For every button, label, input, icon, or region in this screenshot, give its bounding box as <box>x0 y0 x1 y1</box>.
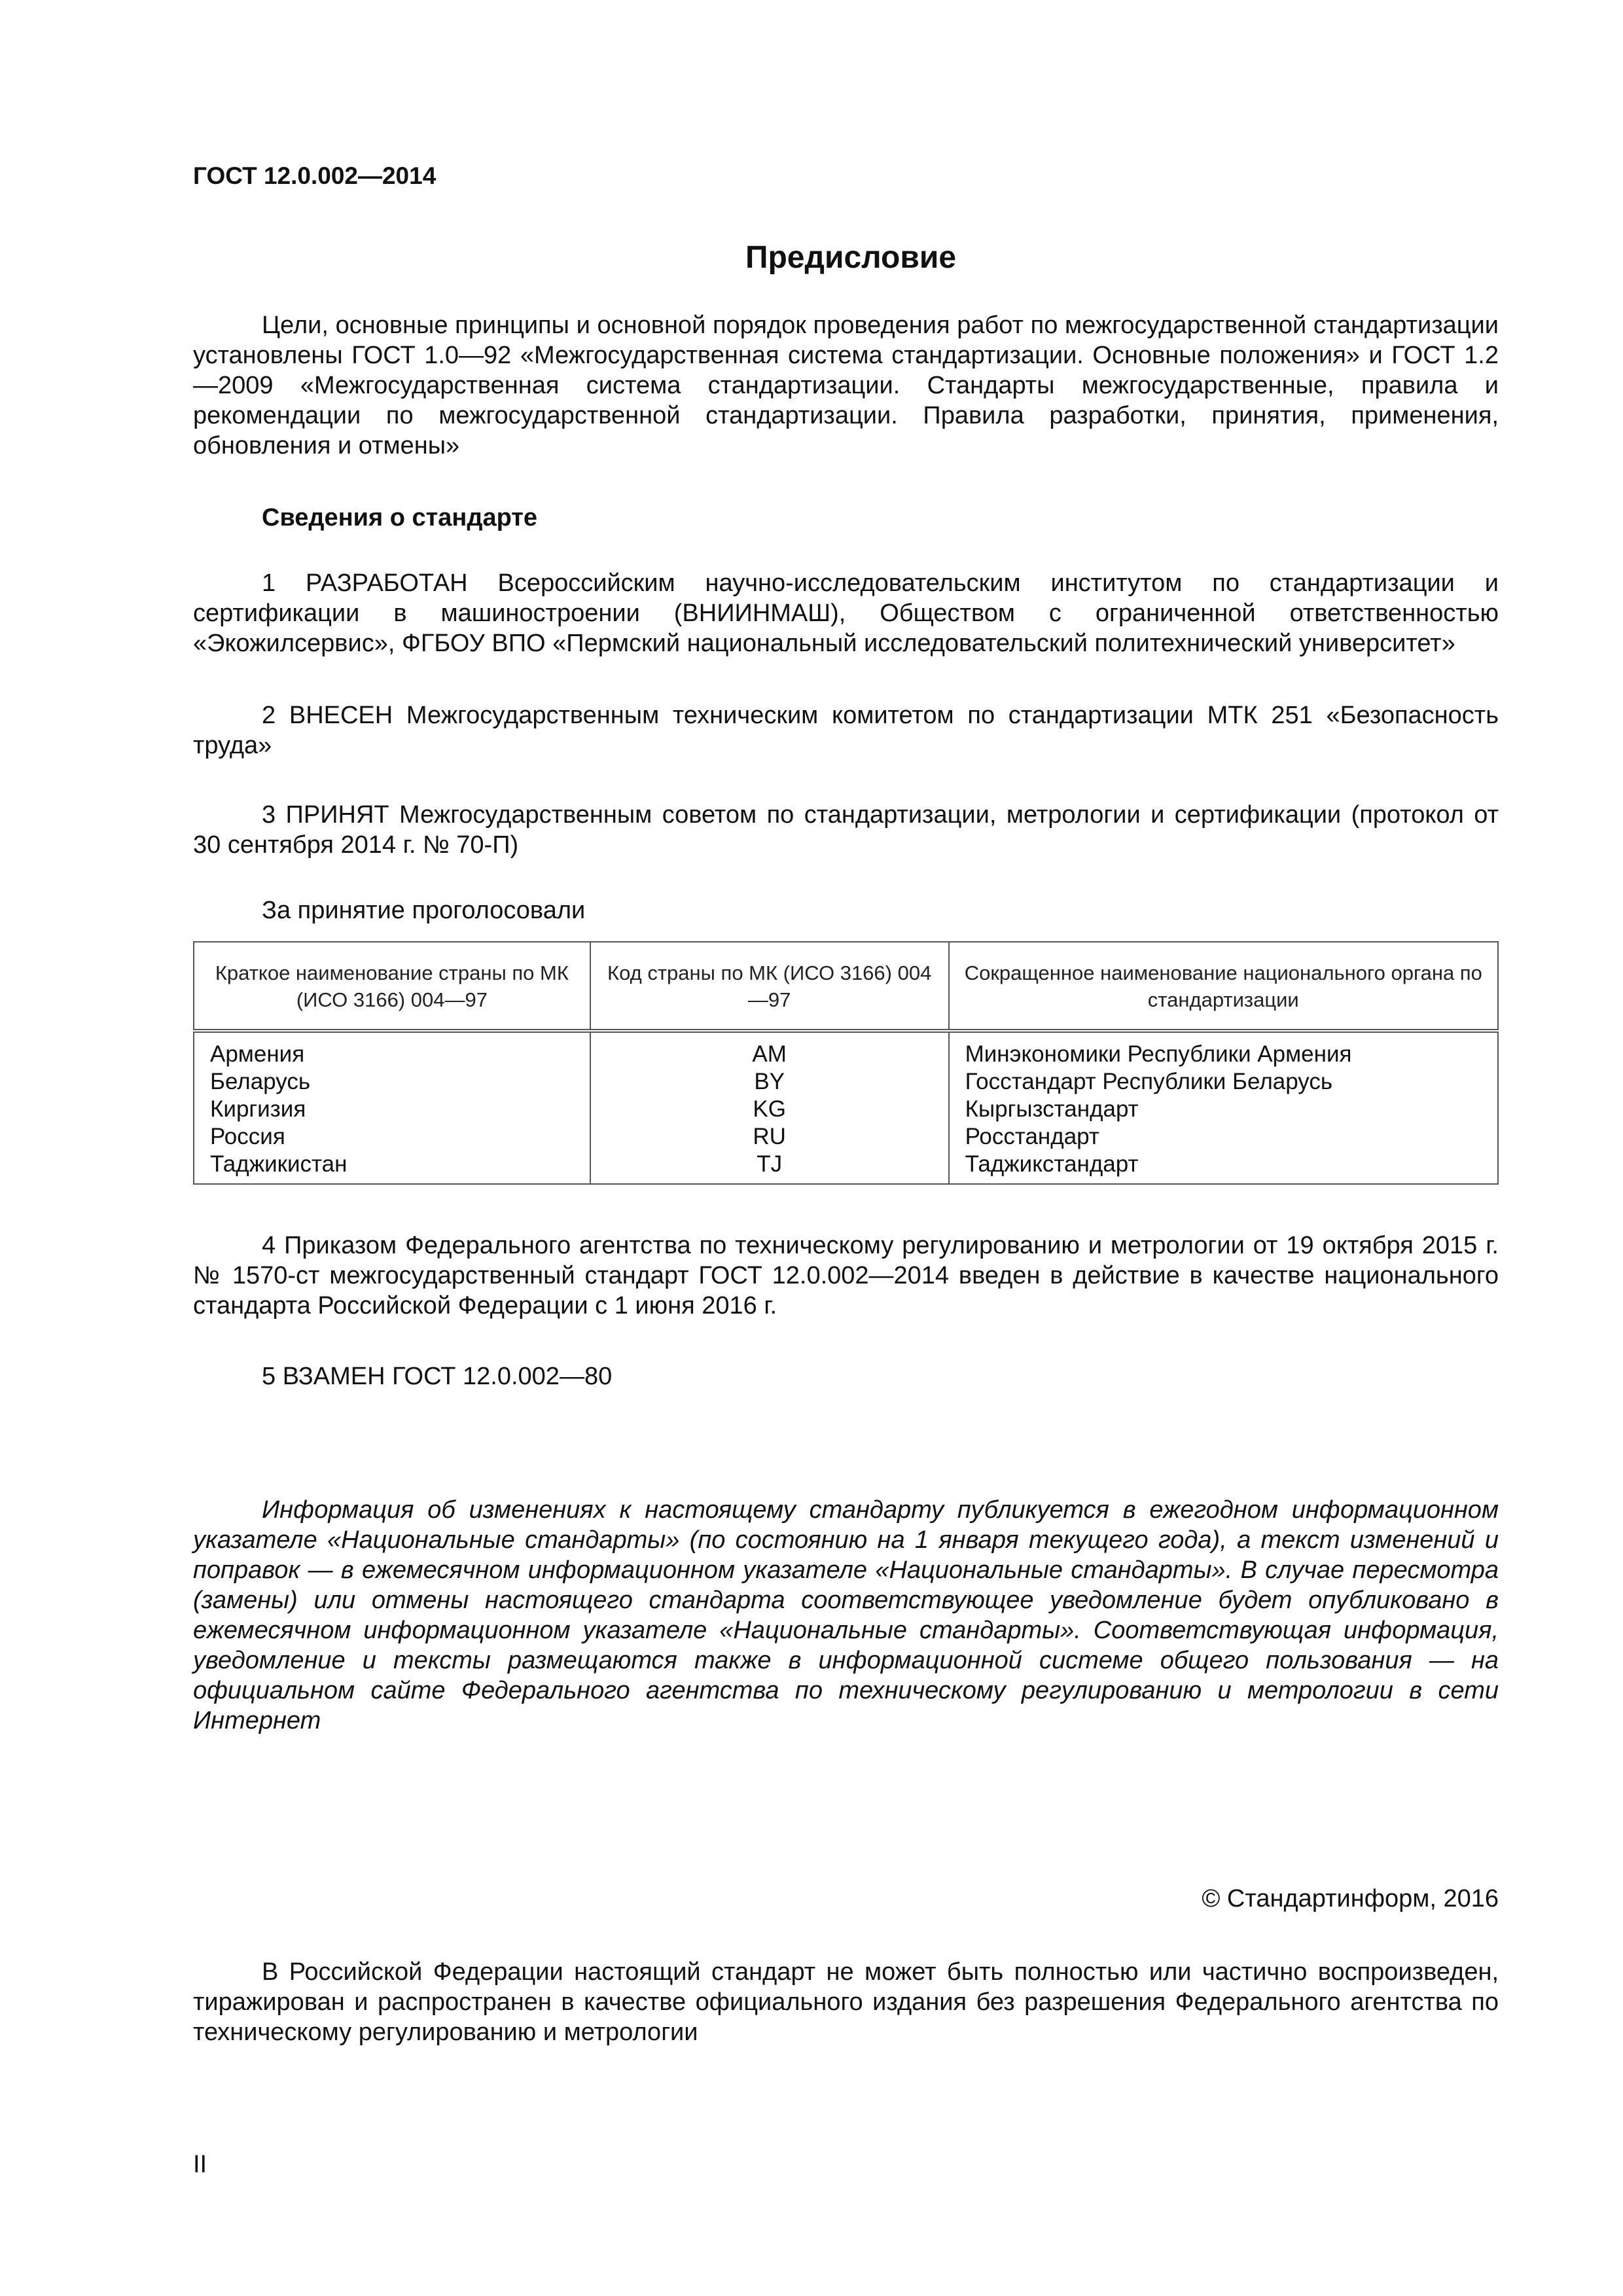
national-body: Таджикстандарт <box>949 1151 1498 1184</box>
item-adopted: 3 ПРИНЯТ Межгосударственным советом по стандартизации, метрологии и сертификации (протокол от 30 сентября 2014 г. № 70-П) <box>193 801 1499 859</box>
document-code: ГОСТ 12.0.002—2014 <box>193 162 437 189</box>
national-body: Госстандарт Республики Беларусь <box>949 1068 1498 1096</box>
item-developed: 1 РАЗРАБОТАН Всероссийским научно-исследовательским институтом по стандартизации и сертификации в машиностроении (ВНИИНМАШ), Обществом с ограниченной ответственностью «Экожилсервис», ФГБОУ ВПО «Пермский национальный исследовательский политехнический университет» <box>193 569 1499 657</box>
table-row <box>194 1123 1498 1151</box>
national-body: Минэкономики Республики Армения <box>949 1031 1498 1068</box>
page-number: II <box>193 2151 207 2178</box>
voting-table <box>193 941 1499 1185</box>
page-title: Предисловие <box>745 240 957 275</box>
voted-label: За принятие проголосовали <box>262 897 586 924</box>
copyright-line: © Стандартинформ, 2016 <box>1202 1885 1499 1912</box>
table-row <box>194 1068 1498 1096</box>
header-country-code: Код страны по МК (ИСО 3166) 004—97 <box>590 942 949 1031</box>
reproduction-notice: В Российской Федерации настоящий стандарт не может быть полностью или частично воспроизведен, тиражирован и распространен в качестве официального издания без разрешения Федерального агентства по техническому регулированию и метрологии <box>193 1958 1499 2046</box>
country-name: Киргизия <box>194 1096 590 1123</box>
table-row <box>194 1031 1498 1068</box>
country-code: BY <box>590 1068 949 1096</box>
table-row <box>194 1151 1498 1184</box>
table-row <box>194 1096 1498 1123</box>
intro-paragraph: Цели, основные принципы и основной порядок проведения работ по межгосударственной стандартизации установлены ГОСТ 1.0—92 «Межгосударственная система стандартизации. Основные положения» и ГОСТ 1.2—2009 «Межгосударственная система стандартизации. Стандарты межгосударственные, правила и рекомендации по межгосударственной стандартизации. Правила разработки, принятия, применения, обновления и отмены» <box>193 312 1499 459</box>
standard-info-heading: Сведения о стандарте <box>262 504 538 531</box>
item-introduced: 2 ВНЕСЕН Межгосударственным техническим комитетом по стандартизации МТК 251 «Безопасность труда» <box>193 702 1499 759</box>
changes-notice: Информация об изменениях к настоящему стандарту публикуется в ежегодном информационном указателе «Национальные стандарты» (по состоянию на 1 января текущего года), а текст изменений и поправок — в ежемесячном информационном указателе «Национальные стандарты». В случае пересмотра (замены) или отмены настоящего стандарта соответствующее уведомление будет опубликовано в ежемесячном информационном указателе «Национальные стандарты». Соответствующая информация, уведомление и тексты размещаются также в информационной системе общего пользования — на официальном сайте Федерального агентства по техническому регулированию и метрологии в сети Интернет <box>193 1496 1499 1734</box>
header-national-body: Сокращенное наименование национального органа по стандартизации <box>949 942 1498 1031</box>
country-code: AM <box>590 1031 949 1068</box>
table-header-row <box>194 942 1498 1031</box>
item-enacted: 4 Приказом Федерального агентства по техническому регулированию и метрологии от 19 октября 2015 г. № 1570-ст межгосударственный стандарт ГОСТ 12.0.002—2014 введен в действие в качестве национального стандарта Российской Федерации с 1 июня 2016 г. <box>193 1232 1499 1319</box>
country-name: Таджикистан <box>194 1151 590 1184</box>
national-body: Росстандарт <box>949 1123 1498 1151</box>
national-body: Кыргызстандарт <box>949 1096 1498 1123</box>
header-country-name: Краткое наименование страны по МК (ИСО 3166) 004—97 <box>194 942 590 1031</box>
country-name: Беларусь <box>194 1068 590 1096</box>
country-name: Армения <box>194 1031 590 1068</box>
country-code: RU <box>590 1123 949 1151</box>
item-replaces: 5 ВЗАМЕН ГОСТ 12.0.002—80 <box>262 1363 613 1390</box>
country-code: TJ <box>590 1151 949 1184</box>
country-name: Россия <box>194 1123 590 1151</box>
country-code: KG <box>590 1096 949 1123</box>
